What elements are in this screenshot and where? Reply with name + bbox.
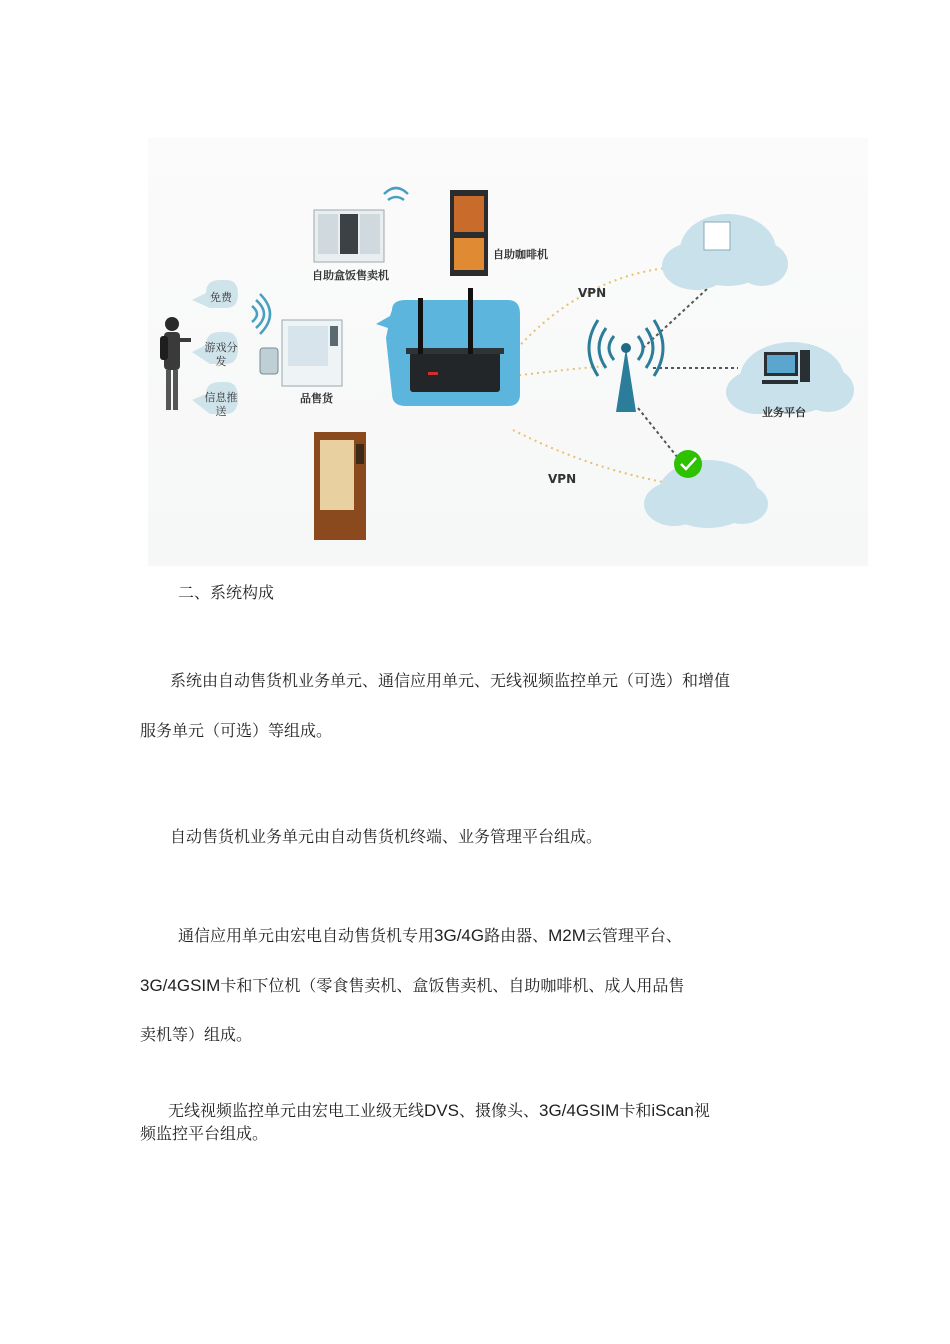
lunchbox-machine-icon: [314, 210, 384, 262]
lunchbox-machine-label: 自助盒饭售卖机: [312, 269, 389, 282]
paragraph-1-line-1: 系统由自动售货机业务单元、通信应用单元、无线视频监控单元（可选）和增值: [170, 671, 731, 690]
p4-d: 3G/4GSIM: [539, 1101, 620, 1120]
bubble-free: 免费: [210, 291, 232, 304]
p3-text-c: 路由器、: [484, 926, 549, 945]
business-platform-label: 业务平台: [762, 406, 806, 419]
p4-g: 视: [693, 1101, 710, 1120]
coffee-machine-icon: [450, 190, 488, 276]
adult-vending-machine-icon: [314, 432, 366, 540]
p3-text-b: 3G/4G: [434, 926, 485, 945]
paragraph-2: 自动售货机业务单元由自动售货机终端、业务管理平台组成。: [170, 827, 603, 846]
p3-text-e: 云管理平台、: [585, 926, 682, 945]
bubble-info-push: 信息推送: [204, 391, 238, 418]
paragraph-4-line-1: [168, 1101, 710, 1121]
p4-c: 、摄像头、: [458, 1101, 539, 1120]
router-icon: [376, 288, 520, 406]
paragraph-1-line-2: 服务单元（可选）等组成。: [140, 721, 333, 740]
paragraph-3-line-3: 卖机等）组成。: [140, 1025, 253, 1044]
coffee-machine-label: 自助咖啡机: [493, 248, 548, 261]
p3-line2-a: 3G/4GSIM: [140, 976, 221, 995]
p3-line2-b: 卡和下位机（零食售卖机、盒饭售卖机、自助咖啡机、成人用品售: [220, 976, 685, 995]
vpn-link-bottom: [513, 430, 668, 483]
p4-a: 无线视频监控单元由宏电工业级无线: [168, 1101, 425, 1120]
wechat-icon: [674, 450, 702, 478]
p3-text-a: 通信应用单元由宏电自动售货机专用: [178, 926, 435, 945]
diagram-graphics: [148, 138, 868, 566]
person-icon: [160, 317, 191, 410]
paragraph-4-line-2: 频监控平台组成。: [140, 1124, 269, 1143]
p3-text-d: M2M: [548, 926, 586, 945]
goods-machine-label: 品售货: [300, 392, 333, 405]
vending-machine-icon: [282, 320, 342, 386]
paragraph-3-line-1: [178, 926, 682, 946]
vpn-link-top: [513, 266, 693, 353]
p4-e: 卡和: [619, 1101, 652, 1120]
system-diagram: [148, 138, 868, 566]
signal-tower-icon: [589, 320, 663, 412]
wifi-icon: [252, 294, 270, 334]
vpn-label-top: VPN: [578, 286, 607, 300]
vpn-label-bottom: VPN: [548, 472, 577, 486]
paragraph-3-line-2: [140, 976, 684, 996]
p4-b: DVS: [424, 1101, 459, 1120]
bubble-game-distribution: 游戏分发: [204, 341, 238, 368]
section-heading: 二、系统构成: [178, 583, 275, 602]
p4-f: iScan: [651, 1101, 694, 1120]
